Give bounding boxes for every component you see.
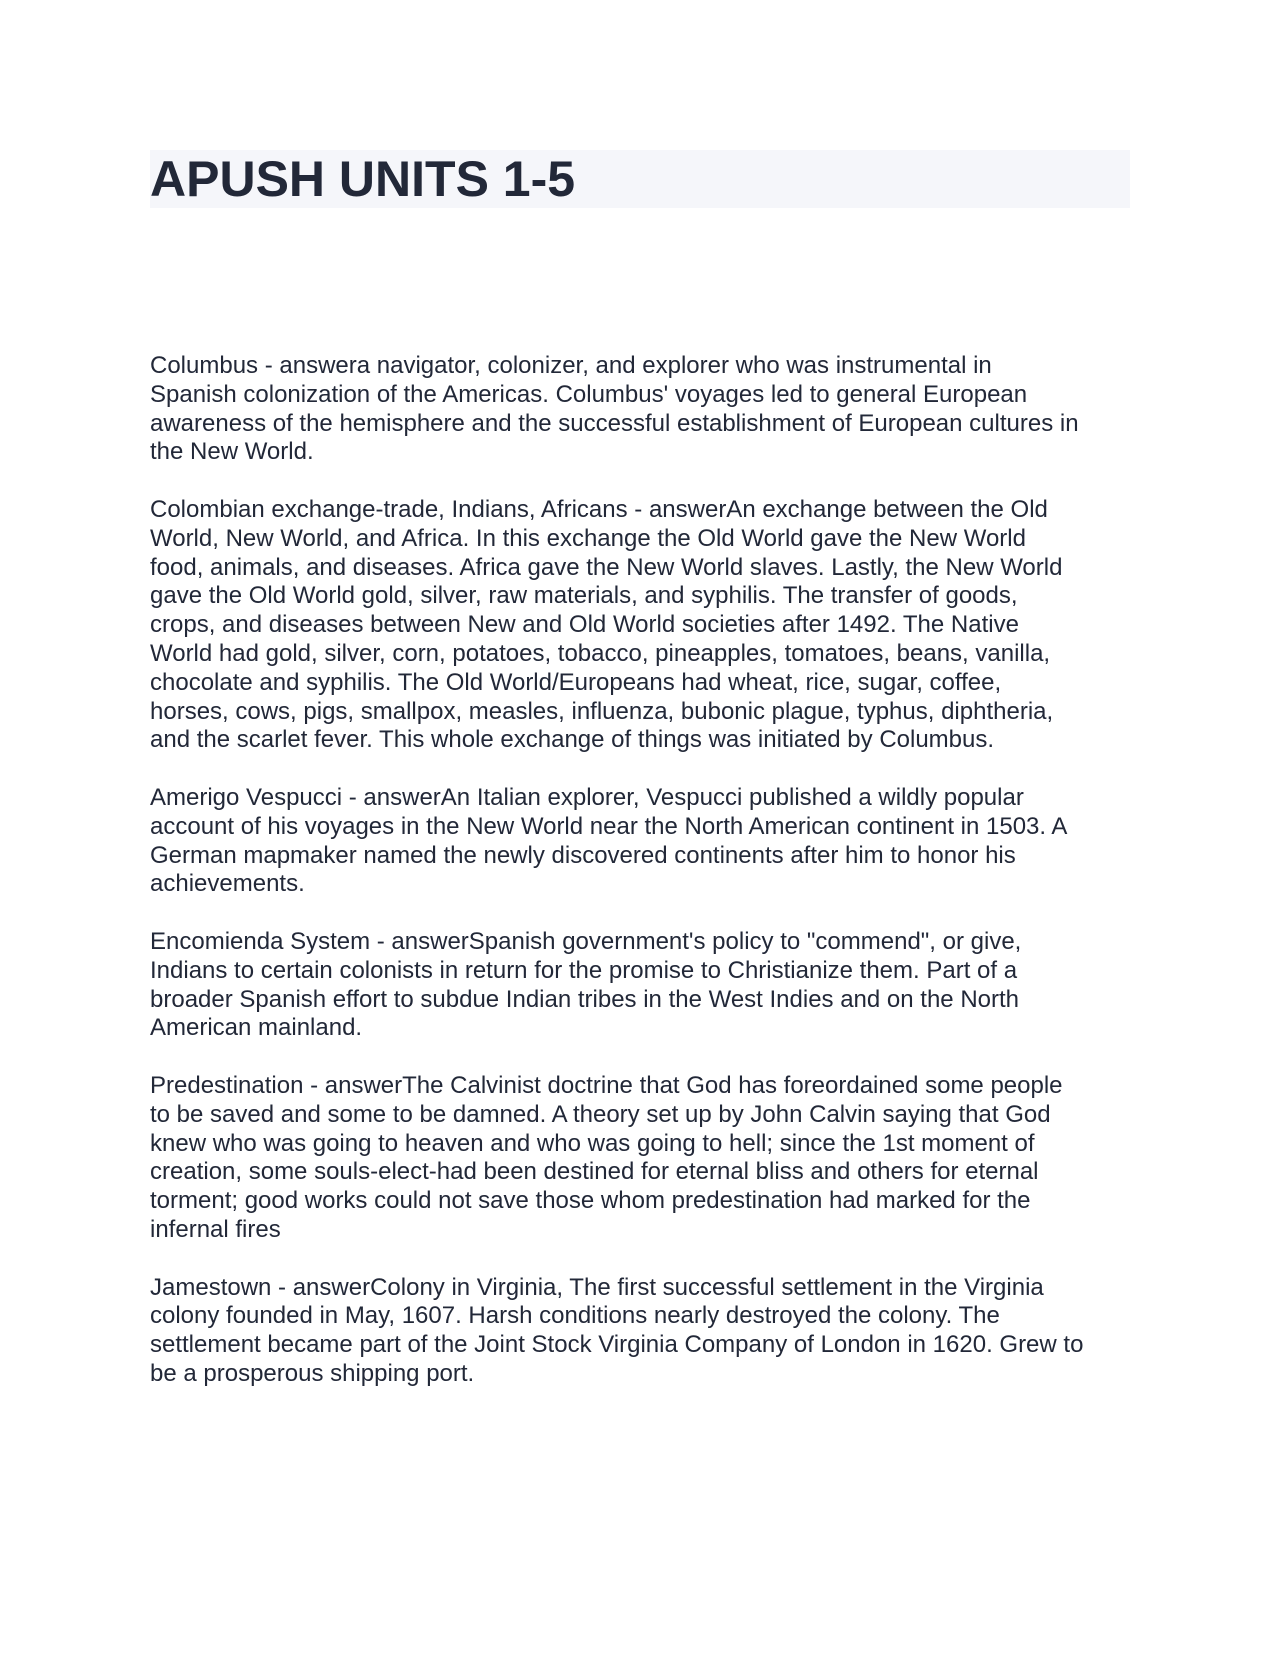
entry-line: Predestination - answerThe Calvinist doctrine that God has foreordained some people: [150, 1071, 1063, 1099]
entry-line: account of his voyages in the New World near the North American continent in 1503. A: [150, 812, 1068, 840]
entry-line: food, animals, and diseases. Africa gave the New World slaves. Lastly, the New World: [150, 553, 1063, 581]
entry-line: horses, cows, pigs, smallpox, measles, influenza, bubonic plague, typhus, diphtheria,: [150, 697, 1054, 725]
entry-line: knew who was going to heaven and who was going to hell; since the 1st moment of: [150, 1129, 1035, 1157]
entry-line: crops, and diseases between New and Old World societies after 1492. The Native: [150, 611, 1019, 639]
entry-columbus: [150, 352, 1135, 467]
entry-jamestown: [150, 1274, 1135, 1389]
entry-line: achievements.: [150, 870, 305, 898]
entry-line: settlement became part of the Joint Stock Virginia Company of London in 1620. Grew to: [150, 1331, 1084, 1359]
entry-line: World, New World, and Africa. In this exchange the Old World gave the New World: [150, 524, 1026, 552]
entry-line: infernal fires: [150, 1215, 281, 1243]
entry-list: [150, 352, 1135, 1417]
entry-line: Encomienda System - answerSpanish government's policy to "commend", or give,: [150, 927, 1022, 955]
entry-line: to be saved and some to be damned. A theory set up by John Calvin saying that God: [150, 1100, 1051, 1128]
entry-predestination: [150, 1072, 1135, 1245]
entry-line: Jamestown - answerColony in Virginia, The first successful settlement in the Virginia: [150, 1273, 1044, 1301]
entry-line: chocolate and syphilis. The Old World/Europeans had wheat, rice, sugar, coffee,: [150, 668, 1002, 696]
entry-line: be a prosperous shipping port.: [150, 1359, 475, 1387]
entry-encomienda-system: [150, 928, 1135, 1043]
entry-line: broader Spanish effort to subdue Indian tribes in the West Indies and on the North: [150, 985, 1020, 1013]
entry-line: Spanish colonization of the Americas. Columbus' voyages led to general European: [150, 380, 1028, 408]
entry-line: Indians to certain colonists in return for the promise to Christianize them. Part of a: [150, 956, 1018, 984]
entry-line: Columbus - answera navigator, colonizer, and explorer who was instrumental in: [150, 352, 992, 379]
entry-line: awareness of the hemisphere and the successful establishment of European cultures in: [150, 409, 1079, 437]
entry-line: creation, some souls-elect-had been destined for eternal bliss and others for eternal: [150, 1158, 1039, 1186]
entry-line: colony founded in May, 1607. Harsh conditions nearly destroyed the colony. The: [150, 1302, 1000, 1330]
page-title: APUSH UNITS 1-5: [150, 151, 576, 207]
entry-line: and the scarlet fever. This whole exchange of things was initiated by Columbus.: [150, 726, 995, 754]
entry-amerigo-vespucci: [150, 784, 1135, 899]
entry-line: Colombian exchange-trade, Indians, Africans - answerAn exchange between the Old: [150, 495, 1048, 523]
entry-line: Amerigo Vespucci - answerAn Italian explorer, Vespucci published a wildly popular: [150, 783, 1024, 811]
entry-line: torment; good works could not save those whom predestination had marked for the: [150, 1187, 1031, 1215]
entry-line: the New World.: [150, 438, 314, 466]
entry-line: German mapmaker named the newly discovered continents after him to honor his: [150, 841, 1016, 869]
entry-colombian-exchange: [150, 496, 1135, 755]
entry-line: American mainland.: [150, 1014, 363, 1042]
entry-line: World had gold, silver, corn, potatoes, tobacco, pineapples, tomatoes, beans, vanilla,: [150, 639, 1051, 667]
entry-line: gave the Old World gold, silver, raw materials, and syphilis. The transfer of goods,: [150, 582, 1018, 610]
